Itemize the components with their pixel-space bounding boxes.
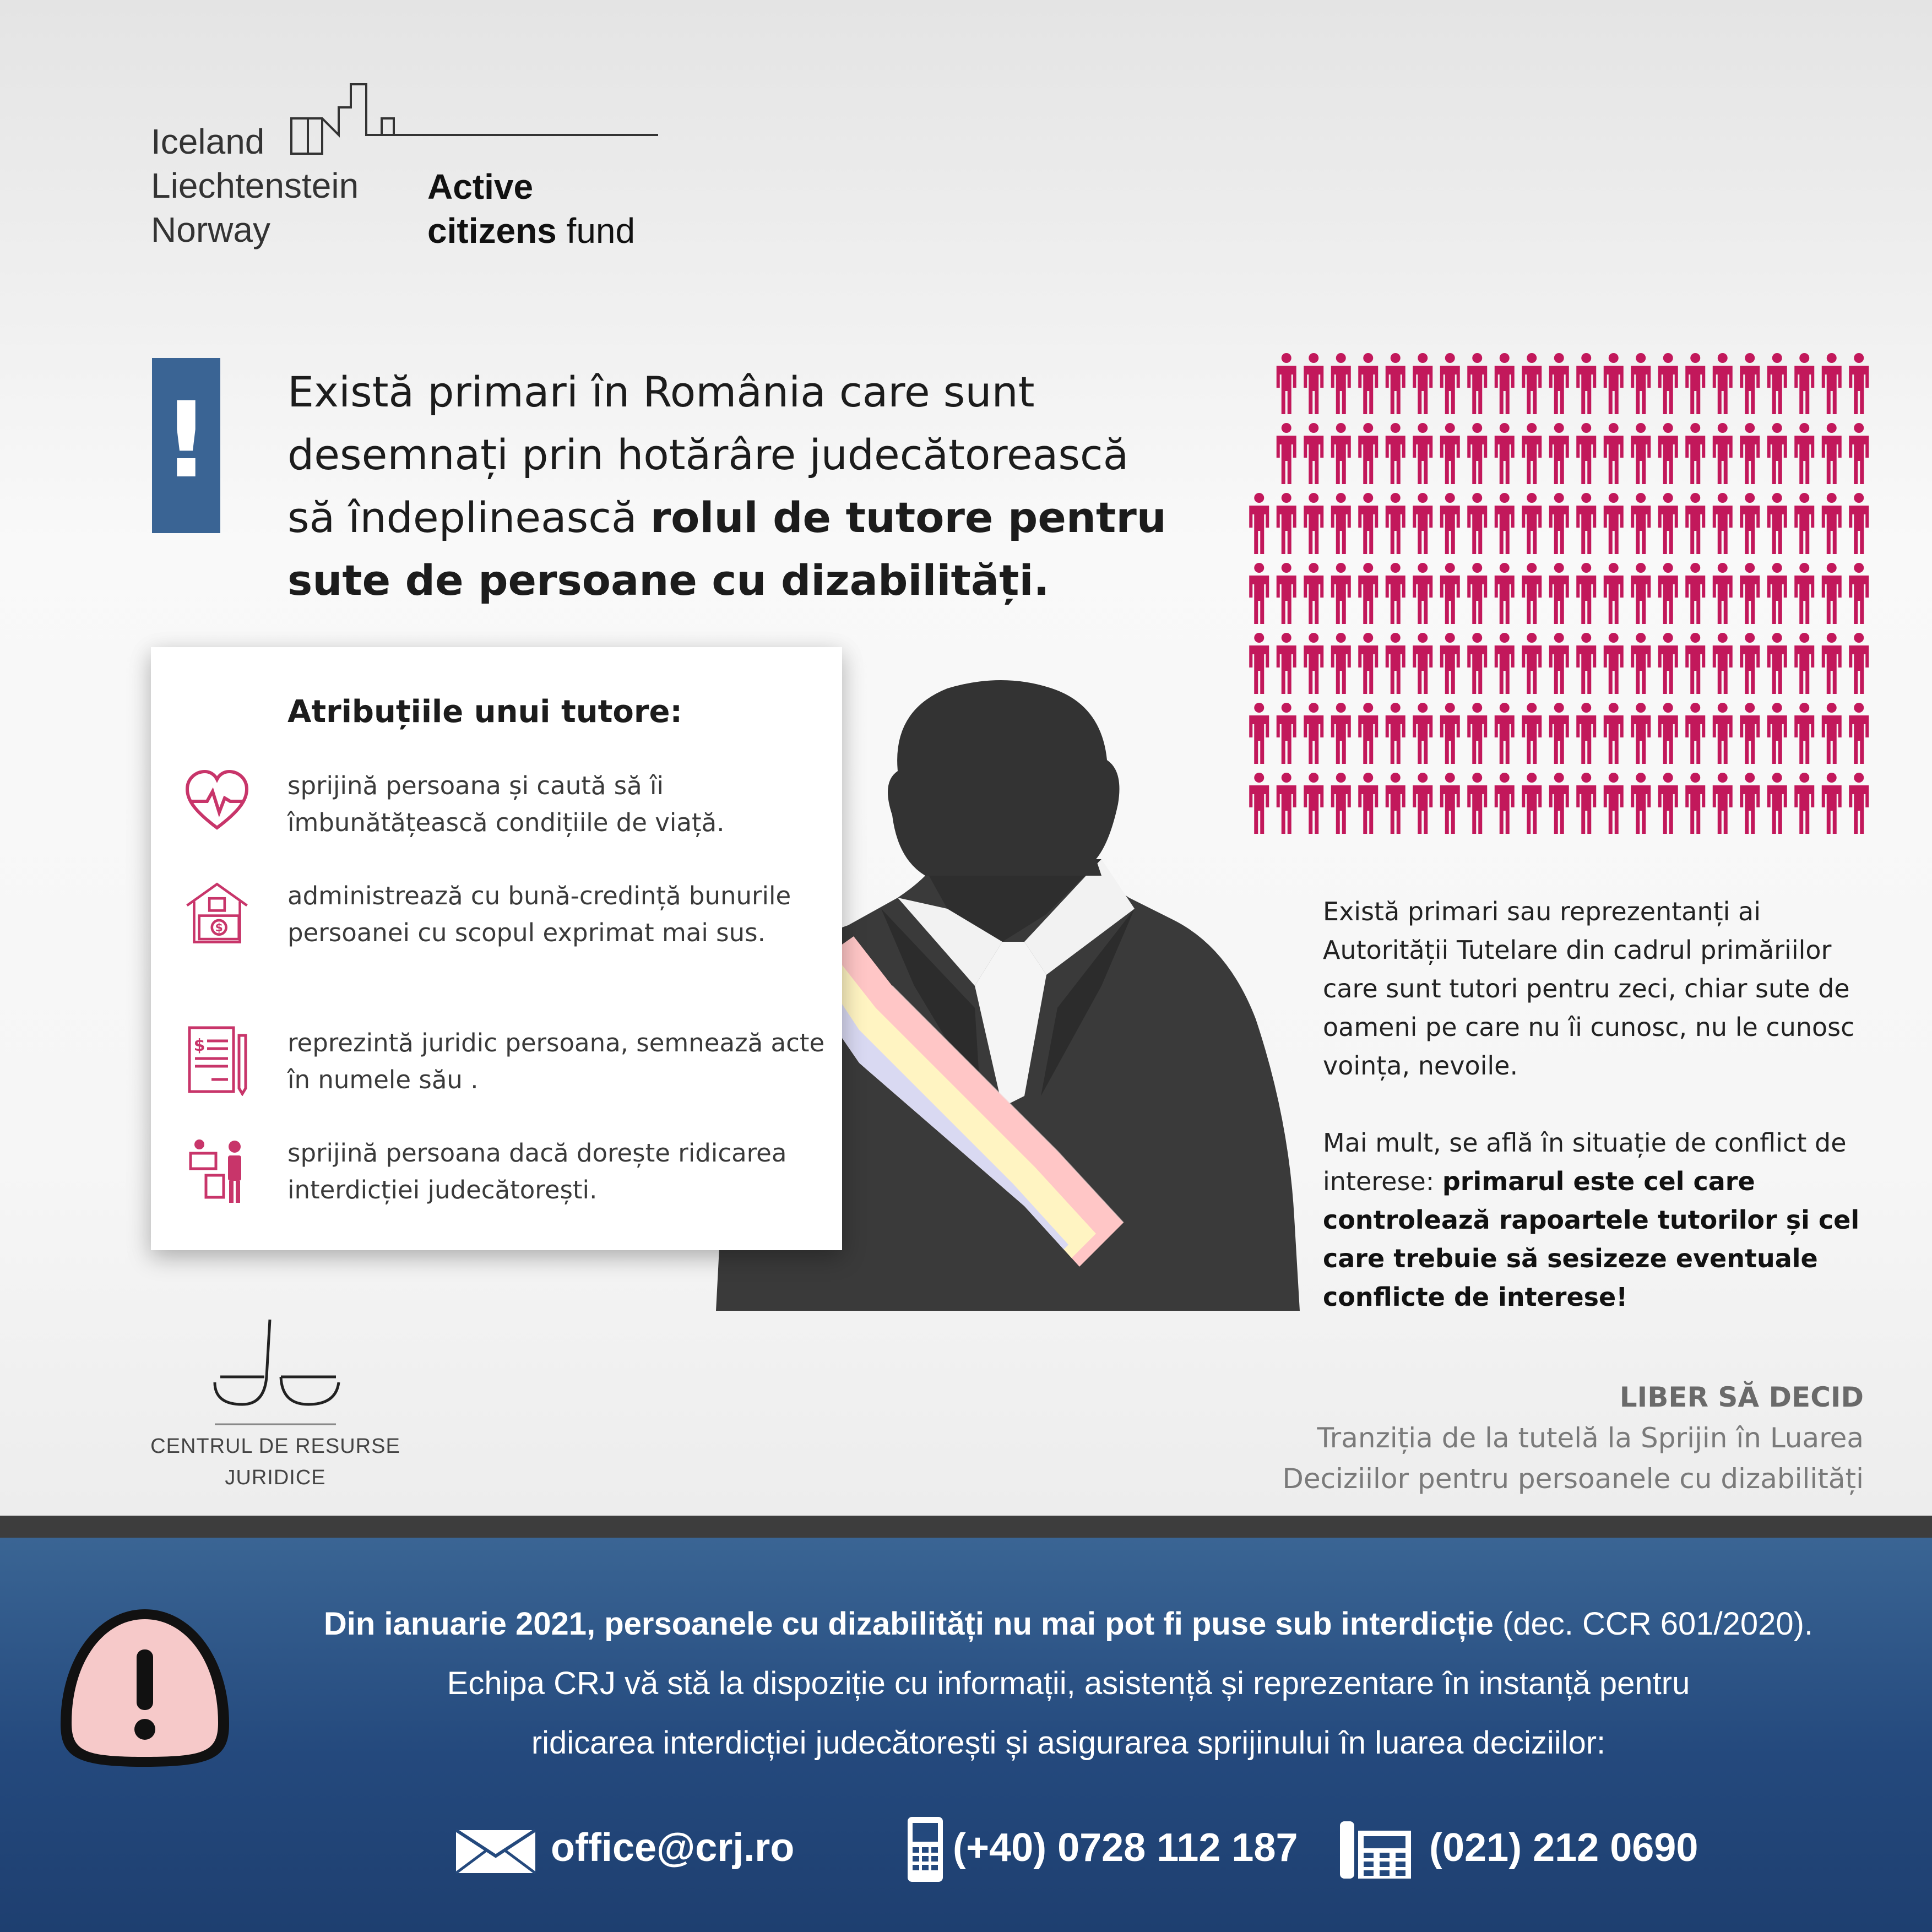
person-icon [1413, 633, 1432, 694]
notice-ref: (dec. CCR 601/2020). [1493, 1606, 1814, 1642]
person-icon [1822, 563, 1842, 624]
person-icon [1467, 703, 1487, 764]
person-icon [1713, 563, 1733, 624]
person-icon [1522, 353, 1542, 414]
person-icon [1522, 633, 1542, 694]
country-liechtenstein: Liechtenstein [151, 166, 359, 205]
person-icon [1440, 773, 1460, 834]
person-icon [1767, 773, 1787, 834]
person-icon [1740, 423, 1760, 484]
fund-name-fund: fund [566, 211, 636, 251]
person-icon [1849, 353, 1869, 414]
person-icon [1277, 353, 1296, 414]
warning-icon [54, 1597, 236, 1779]
person-icon [1713, 493, 1733, 554]
person-icon [1386, 703, 1405, 764]
person-icon [1549, 423, 1569, 484]
person-icon [1685, 563, 1705, 624]
person-icon [1794, 633, 1814, 694]
person-icon [1277, 563, 1296, 624]
person-icon [1467, 633, 1487, 694]
person-icon [1522, 493, 1542, 554]
person-icon [1549, 353, 1569, 414]
person-icon [1331, 423, 1351, 484]
person-icon [1249, 563, 1269, 624]
person-icon [1467, 353, 1487, 414]
person-icon [1685, 493, 1705, 554]
person-icon [1631, 423, 1651, 484]
email-link[interactable]: office@crj.ro [551, 1826, 795, 1870]
person-icon [1467, 563, 1487, 624]
person-icon [1794, 493, 1814, 554]
person-icon [1358, 423, 1378, 484]
person-icon [1386, 563, 1405, 624]
person-icon [1413, 353, 1432, 414]
person-icon [1549, 563, 1569, 624]
person-icon [1794, 703, 1814, 764]
person-icon [1685, 633, 1705, 694]
fund-name-citizens: citizens [427, 211, 557, 251]
person-icon [1576, 773, 1596, 834]
headline [287, 361, 1169, 612]
person-icon [1495, 773, 1515, 834]
person-icon [1658, 423, 1678, 484]
person-icon [1304, 353, 1323, 414]
person-icon [1576, 353, 1596, 414]
person-icon [1604, 493, 1624, 554]
person-icon [1822, 493, 1842, 554]
notice-bold: Din ianuarie 2021, persoanele cu dizabilități nu mai pot fi puse sub interdicție [323, 1606, 1494, 1642]
person-icon [1495, 703, 1515, 764]
person-icon [1331, 563, 1351, 624]
person-icon [1604, 353, 1624, 414]
person-icon [1331, 773, 1351, 834]
person-icon [1849, 633, 1869, 694]
person-icon [1440, 423, 1460, 484]
person-icon [1822, 353, 1842, 414]
person-icon [1822, 703, 1842, 764]
svg-text:$: $ [193, 1036, 205, 1055]
signed-document-icon [184, 1024, 250, 1096]
person-icon [1685, 423, 1705, 484]
person-icon [1658, 703, 1678, 764]
person-icon [1604, 423, 1624, 484]
person-icon [1467, 493, 1487, 554]
person-icon [1713, 423, 1733, 484]
person-icon [1440, 563, 1460, 624]
person-icon [1386, 423, 1405, 484]
person-icon [1740, 703, 1760, 764]
person-icon [1685, 703, 1705, 764]
person-icon [1740, 633, 1760, 694]
person-icon [1386, 493, 1405, 554]
person-icon [1849, 773, 1869, 834]
person-icon [1631, 703, 1651, 764]
person-icon [1767, 423, 1787, 484]
person-icon [1358, 353, 1378, 414]
desk-phone-icon [1338, 1820, 1413, 1880]
person-icon [1358, 493, 1378, 554]
person-icon [1358, 773, 1378, 834]
mobile-phone-icon [906, 1815, 945, 1884]
person-icon [1277, 423, 1296, 484]
person-icon [1467, 423, 1487, 484]
person-icon [1440, 703, 1460, 764]
person-icon [1549, 633, 1569, 694]
person-icon [1304, 773, 1323, 834]
person-icon [1549, 773, 1569, 834]
person-icon [1413, 493, 1432, 554]
exclamation-icon: ! [162, 379, 210, 501]
person-icon [1495, 563, 1515, 624]
duty-text: sprijină persoana dacă dorește ridicarea interdicției judecătorești. [287, 1138, 787, 1204]
person-icon [1631, 633, 1651, 694]
headline-bold: rolul de tutore pentru sute de persoane cu dizabilități. [287, 493, 1166, 605]
person-icon [1740, 563, 1760, 624]
person-icon [1413, 703, 1432, 764]
person-icon [1495, 423, 1515, 484]
person-icon [1304, 703, 1323, 764]
person-icon [1740, 773, 1760, 834]
person-icon [1304, 633, 1323, 694]
person-icon [1822, 633, 1842, 694]
person-icon [1631, 353, 1651, 414]
person-icon [1740, 353, 1760, 414]
person-icon [1576, 563, 1596, 624]
person-icon [1576, 703, 1596, 764]
exclamation-block [152, 358, 220, 533]
person-icon [1631, 563, 1651, 624]
court-support-icon [184, 1135, 250, 1206]
headline-regular: Există primari în România care sunt desemnați prin hotărâre judecătorească să îndeplinească [287, 367, 1129, 542]
person-icon [1658, 773, 1678, 834]
person-icon [1576, 633, 1596, 694]
fund-name-active: Active [427, 167, 534, 207]
person-icon [1576, 423, 1596, 484]
duties-card [151, 647, 842, 1250]
person-icon [1277, 493, 1296, 554]
person-icon [1440, 493, 1460, 554]
person-icon [1440, 633, 1460, 694]
person-icon [1522, 563, 1542, 624]
country-norway: Norway [151, 210, 270, 249]
mobile-link[interactable]: (+40) 0728 112 187 [953, 1826, 1298, 1870]
person-icon [1386, 353, 1405, 414]
person-icon [1767, 633, 1787, 694]
people-grid [1245, 352, 1873, 848]
project-tag [1148, 1377, 1864, 1499]
crj-line1: CENTRUL DE RESURSE [150, 1435, 400, 1458]
person-icon [1713, 703, 1733, 764]
person-icon [1822, 773, 1842, 834]
country-iceland: Iceland [151, 122, 265, 161]
duty-text: sprijină persoana și caută să îi îmbunătățească condițiile de viață. [287, 771, 725, 837]
person-icon [1713, 353, 1733, 414]
person-icon [1576, 493, 1596, 554]
person-icon [1522, 423, 1542, 484]
eea-grants-logo [149, 80, 655, 262]
house-money-icon [184, 877, 250, 949]
person-icon [1713, 773, 1733, 834]
person-icon [1658, 353, 1678, 414]
divider-bar [0, 1516, 1932, 1538]
person-icon [1740, 493, 1760, 554]
person-icon [1849, 493, 1869, 554]
person-icon [1549, 493, 1569, 554]
heart-pulse-icon [184, 767, 250, 839]
contact-email[interactable] [454, 1812, 807, 1884]
person-icon [1413, 773, 1432, 834]
person-icon [1794, 773, 1814, 834]
person-icon [1631, 493, 1651, 554]
person-icon [1331, 493, 1351, 554]
person-icon [1331, 353, 1351, 414]
project-subtitle-1: Tranziția de la tutelă la Sprijin în Luarea [1317, 1422, 1864, 1454]
person-icon [1331, 633, 1351, 694]
svg-text:$: $ [215, 921, 223, 935]
person-icon [1604, 633, 1624, 694]
skyline-logo-icon [289, 80, 658, 157]
duty-text: reprezintă juridic persoana, semnează acte în numele său . [287, 1028, 825, 1094]
person-icon [1495, 493, 1515, 554]
person-icon [1604, 563, 1624, 624]
person-icon [1767, 703, 1787, 764]
person-icon [1767, 493, 1787, 554]
crj-logo [149, 1316, 402, 1498]
envelope-icon [454, 1828, 537, 1875]
contact-phone[interactable] [1338, 1812, 1696, 1884]
person-icon [1413, 423, 1432, 484]
duty-text: administrează cu bună-credință bunurile persoanei cu scopul exprimat mai sus. [287, 881, 791, 947]
person-icon [1794, 353, 1814, 414]
person-icon [1495, 633, 1515, 694]
crj-line2: JURIDICE [225, 1466, 326, 1489]
project-title: LIBER SĂ DECID [1619, 1381, 1864, 1413]
notice-text [259, 1594, 1878, 1773]
person-icon [1794, 423, 1814, 484]
person-icon [1604, 703, 1624, 764]
person-icon [1658, 633, 1678, 694]
person-icon [1685, 773, 1705, 834]
head [888, 680, 1120, 876]
person-icon [1658, 493, 1678, 554]
notice-line3: ridicarea interdicției judecătorești și asigurarea sprijinului în luarea deciziilor: [531, 1725, 1606, 1761]
person-icon [1822, 423, 1842, 484]
crj-mark-icon [198, 1316, 352, 1432]
contact-mobile[interactable] [906, 1812, 1298, 1884]
person-icon [1794, 563, 1814, 624]
person-icon [1604, 773, 1624, 834]
person-icon [1249, 493, 1269, 554]
person-icon [1549, 703, 1569, 764]
person-icon [1713, 633, 1733, 694]
person-icon [1522, 703, 1542, 764]
person-icon [1849, 703, 1869, 764]
duties-title: Atribuțiile unui tutore: [287, 694, 682, 730]
paragraph-tutors: Există primari sau reprezentanți ai Autorității Tutelare din cadrul primăriilor care sunt tutori pentru zeci, chiar sute de oameni pe care nu îi cunosc, nu le cunosc voința, nevoile. [1323, 897, 1855, 1081]
person-icon [1849, 423, 1869, 484]
person-icon [1685, 353, 1705, 414]
project-subtitle-2: Deciziilor pentru persoanele cu dizabilități [1282, 1463, 1864, 1495]
person-icon [1658, 563, 1678, 624]
phone-link[interactable]: (021) 212 0690 [1429, 1826, 1698, 1870]
person-icon [1331, 703, 1351, 764]
person-icon [1358, 563, 1378, 624]
person-icon [1522, 773, 1542, 834]
person-icon [1386, 633, 1405, 694]
paragraph-conflict-bold: primarul este cel care controlează rapoartele tutorilor și cel care trebuie să sesizeze eventuale conflicte de interese! [1323, 1166, 1860, 1312]
person-icon [1358, 633, 1378, 694]
person-icon [1304, 563, 1323, 624]
person-icon [1467, 773, 1487, 834]
person-icon [1304, 493, 1323, 554]
right-description [1323, 892, 1879, 1316]
person-icon [1413, 563, 1432, 624]
person-icon [1849, 563, 1869, 624]
person-icon [1767, 563, 1787, 624]
person-icon [1440, 353, 1460, 414]
person-icon [1304, 423, 1323, 484]
paragraph-conflict: Mai mult, se află în situație de conflict de interese: primarul este cel care controlează rapoartele tutorilor și cel care trebuie să sesizeze eventuale conflicte de interese! [1323, 1128, 1860, 1312]
person-icon [1631, 773, 1651, 834]
notice-line2: Echipa CRJ vă stă la dispoziție cu informații, asistență și reprezentare în instanță pentru [447, 1665, 1690, 1701]
person-icon [1767, 353, 1787, 414]
person-icon [1495, 353, 1515, 414]
person-icon [1358, 703, 1378, 764]
person-icon [1386, 773, 1405, 834]
